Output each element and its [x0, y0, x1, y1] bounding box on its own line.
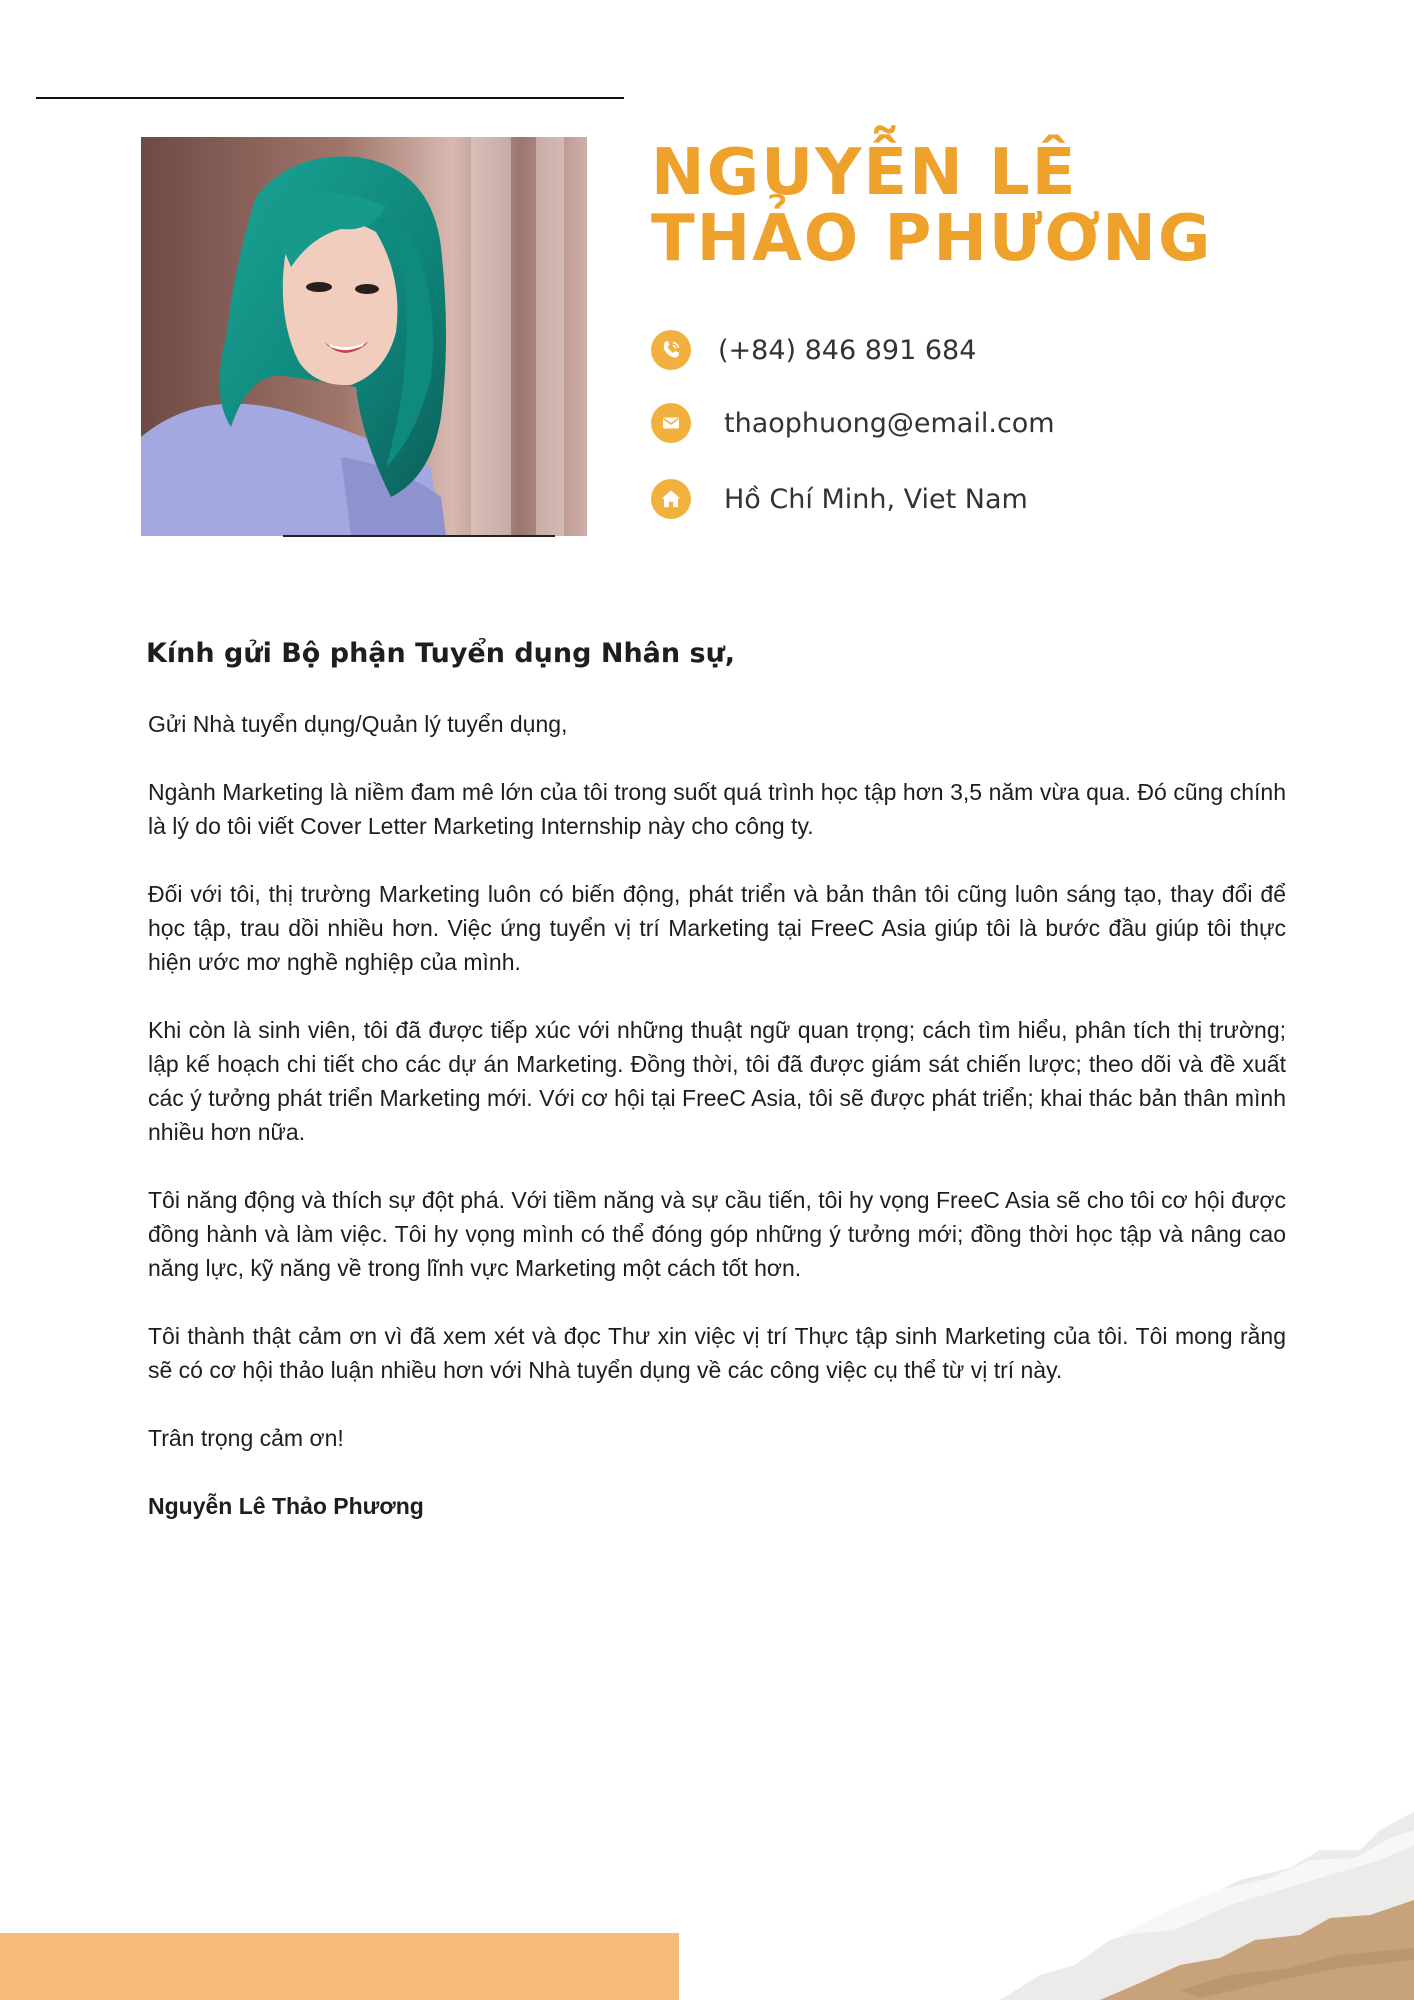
home-icon [651, 479, 691, 519]
contact-address [651, 479, 1028, 519]
contact-email [651, 403, 1055, 443]
letter-paragraph: Tôi năng động và thích sự đột phá. Với tiềm năng và sự cầu tiến, tôi hy vọng FreeC Asia sẽ cho tôi cơ hội được đồng hành và làm việc. Tôi hy vọng mình có thể đóng góp những ý tưởng mới; đồng thời học tập và nâng cao năng lực, kỹ năng về trong lĩnh vực Marketing một cách tốt hơn. [148, 1187, 1286, 1281]
contact-phone [651, 330, 976, 370]
applicant-name [651, 136, 1371, 276]
phone-icon [651, 330, 691, 370]
name-line-1: NGUYỄN LÊ [651, 136, 1078, 210]
letter-paragraph: Tôi thành thật cảm ơn vì đã xem xét và đọc Thư xin việc vị trí Thực tập sinh Marketing của tôi. Tôi mong rằng sẽ có cơ hội thảo luận nhiều hơn với Nhà tuyển dụng về các công việc cụ thể từ vị trí này. [148, 1323, 1286, 1383]
contact-email-text: thaophuong@email.com [724, 407, 1055, 439]
profile-photo [141, 137, 587, 536]
letter-paragraph: Khi còn là sinh viên, tôi đã được tiếp xúc với những thuật ngữ quan trọng; cách tìm hiểu, phân tích thị trường; lập kế hoạch chi tiết cho các dự án Marketing. Đồng thời, tôi đã được giám sát chiến lược; theo dõi và đề xuất các ý tưởng phát triển Marketing mới. Với cơ hội tại FreeC Asia, tôi sẽ được phát triển; khai thác bản thân mình nhiều hơn nữa. [148, 1017, 1286, 1145]
footer-orange-bar [0, 1933, 679, 2000]
top-rule [36, 97, 624, 99]
letter-paragraph: Ngành Marketing là niềm đam mê lớn của tôi trong suốt quá trình học tập hơn 3,5 năm vừa qua. Đó cũng chính là lý do tôi viết Cover Letter Marketing Internship này cho công ty. [148, 779, 1286, 839]
mail-icon [651, 403, 691, 443]
letter-paragraph: Đối với tôi, thị trường Marketing luôn có biến động, phát triển và bản thân tôi cũng luôn sáng tạo, thay đổi để học tập, trau dồi nhiều hơn. Việc ứng tuyển vị trí Marketing tại FreeC Asia giúp tôi là bước đầu giúp tôi thực hiện ước mơ nghề nghiệp của mình. [148, 881, 1286, 975]
letter-salutation: Gửi Nhà tuyển dụng/Quản lý tuyển dụng, [148, 711, 568, 737]
letter-signature: Nguyễn Lê Thảo Phương [148, 1493, 424, 1519]
name-line-2: THẢO PHƯƠNG [651, 202, 1213, 276]
letter-greeting: Kính gửi Bộ phận Tuyển dụng Nhân sự, [146, 638, 736, 669]
photo-underline [283, 535, 555, 537]
contact-phone-text: (+84) 846 891 684 [718, 334, 977, 366]
letter-closing: Trân trọng cảm ơn! [148, 1425, 344, 1451]
contact-address-text: Hồ Chí Minh, Viet Nam [724, 483, 1028, 515]
cover-letter-body [146, 638, 1286, 1523]
